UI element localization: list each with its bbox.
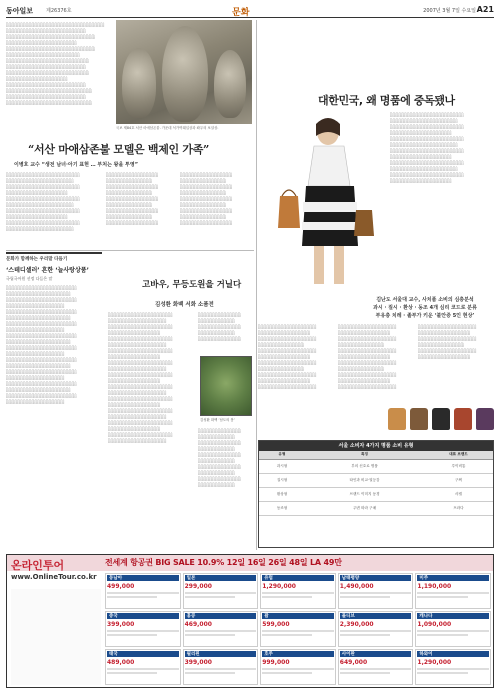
ad-price: 1,090,000 [417,621,452,628]
photo-caption: 국보 제84호 서산 마애삼존불. 가운데 석가여래입상과 좌우의 보살상. [116,126,219,130]
table-cell: 프라다 [424,501,493,515]
ad-price: 299,000 [184,583,212,590]
article-subhead: 이병호 교수 “생전 남녀·아기 표현 … 부처는 왕을 투영” [14,162,138,168]
article-headline: “서산 마애삼존불 모델은 백제인 가족” [28,143,210,156]
ad-region-label: 하와이 [417,651,489,657]
issue-date: 2007년 3월 7일 수요일 [423,8,476,14]
ad-url[interactable]: www.OnlineTour.co.kr [11,573,97,581]
table-header-cell: 대표 브랜드 [424,451,493,459]
ad-text-line [340,630,412,632]
ad-deal-cell[interactable] [338,573,414,609]
ad-text-line [107,592,179,594]
ad-deal-cell[interactable] [260,573,336,609]
language-corner-box [6,252,102,488]
table-row [259,473,493,487]
ad-text-line [417,592,489,594]
ad-deal-cell[interactable] [260,649,336,685]
feature-body-col-3: ░░░░░░░░░░░░░░░░░░░ ░░░░░░░░░░░░░░░░░ ░░░░░░░░░░░░░░░░░░░ ░░░░░░░░░░░░░░░ ░░░░░░░░░░░░░░░░░░░ ░░░░░░░░░░░░░░░░░ [418,324,477,359]
ad-left-column [11,589,101,685]
ad-deal-cell[interactable] [338,611,414,647]
pull-quote-line-1: 김난도 서울대 교수, 사치품 소비의 심층분석 [376,297,474,303]
ad-region-label: 남태평양 [340,575,412,581]
ad-price: 1,190,000 [417,583,452,590]
table-cell: 브랜드 이미지 동경 [305,487,424,501]
table-cell: 루이비통 [424,459,493,473]
issue-number: 제26376호 [46,8,72,14]
ad-region-label: 중국 [107,613,179,619]
ad-text-line [417,630,489,632]
table-row [259,487,493,501]
article-2-body-col-2: ░░░░░░░░░░░░░░ ░░░░░░░░░░░░ ░░░░░░░░░░░░░░ ░░░░░░░░░░░░ ░░░░░░░░░░░░░░ [198,312,242,341]
travel-advertisement[interactable] [6,554,494,688]
ad-region-label: 유럽 [262,575,334,581]
ad-price: 2,390,000 [339,621,374,628]
ad-banner-text: 전세계 항공권 BIG SALE 10.9% 12일 16일 26일 48일 LA 49만 [105,558,342,567]
bag-icon [454,408,472,430]
ad-region-label: 캐나다 [417,613,489,619]
ad-text-line [185,634,235,636]
article-body-col-3: ░░░░░░░░░░░░░░░░░ ░░░░░░░░░░░░░░░ ░░░░░░░░░░░░░░░░░ ░░░░░░░░░░░░░░░ ░░░░░░░░░░░░░░░░░ ░░░░░░░░░░░░░░░ ░░░░░░░░░░░░░░░░░ ░░░░░░░░░░░░░░░ ░░░░░░░░░░░░░░░░░ [180,172,233,225]
ad-text-line [107,672,157,674]
ad-deal-cell[interactable] [183,611,259,647]
article-2-headline: 고바우, 무등도원을 거닐다 [142,280,242,290]
ad-text-line [107,596,157,598]
bag-icon [476,408,494,430]
ad-text-line [262,672,312,674]
ad-text-line [262,634,312,636]
ad-text-line [107,634,157,636]
feature-headline: 대한민국, 왜 명품에 중독됐나 [318,94,455,107]
corner-body-text: ░░░░░░░░░░░░░░░░░░░░░░░ ░░░░░░░░░░░░░░░░░░░░░ ░░░░░░░░░░░░░░░░░░░░░░░ ░░░░░░░░░░░░░░░░░░░ ░░░░░░░░░░░░░░░░░░░░░░░ ░░░░░░░░░░░░░░░░░░░░░ ░░░░░░░░░░░░░░░░░░░░░░░ ░░░░░░░░░░░░░░░░░░░ ░░░░░░░░░░░░░░░░░░░░░░░ ░░░░░░░░░░░░░░░░░░░░░ ░░░░░░░░░░░░░░░░░░░░░░░ ░░░░░░░░░░░░░░░░░░░ ░░░░░░░░░░░░░░░░░░░░░░░ ░░░░░░░░░░░░░░░░░░░░░ ░░░░░░░░░░░░░░░░░░░░░░░ ░░░░░░░░░░░░░░░░░░░ ░░░░░░░░░░░░░░░░░░░░░░░ ░░░░░░░░░░░░░░░░░░░░░ ░░░░░░░░░░░░░░░░░░░░░░░ ░░░░░░░░░░░░░░░░░░░ [6,285,77,404]
feature-body-col-2: ░░░░░░░░░░░░░░░░░░░ ░░░░░░░░░░░░░░░░░ ░░░░░░░░░░░░░░░░░░░ ░░░░░░░░░░░░░░░ ░░░░░░░░░░░░░░░░░░░ ░░░░░░░░░░░░░░░░░ ░░░░░░░░░░░░░░░░░░░ ░░░░░░░░░░░░░░░ ░░░░░░░░░░░░░░░░░░░ ░░░░░░░░░░░░░░░░░ ░░░░░░░░░░░░░░░░░░░ [338,324,397,389]
ad-deal-cell[interactable] [105,649,181,685]
ad-region-label: 호주 [262,651,334,657]
article-2-body-col-1: ░░░░░░░░░░░░░░░░░░░░░ ░░░░░░░░░░░░░░░░░░░ ░░░░░░░░░░░░░░░░░░░░░ ░░░░░░░░░░░░░░░░░ ░░░░░░░░░░░░░░░░░░░░░ ░░░░░░░░░░░░░░░░░░░ ░░░░░░░░░░░░░░░░░░░░░ ░░░░░░░░░░░░░░░░░ ░░░░░░░░░░░░░░░░░░░░░ ░░░░░░░░░░░░░░░░░░░ ░░░░░░░░░░░░░░░░░░░░░ ░░░░░░░░░░░░░░░░░ ░░░░░░░░░░░░░░░░░░░░░ ░░░░░░░░░░░░░░░░░░░ ░░░░░░░░░░░░░░░░░░░░░ ░░░░░░░░░░░░░░░░░ ░░░░░░░░░░░░░░░░░░░░░ ░░░░░░░░░░░░░░░░░░░ ░░░░░░░░░░░░░░░░░░░░░ ░░░░░░░░░░░░░░░░░ ░░░░░░░░░░░░░░░░░░░░░ ░░░░░░░░░░░░░░░░░░░ [108,312,173,443]
bag-thumbnails [386,392,496,440]
ad-region-label: 동남아 [107,575,179,581]
ad-region-label: 필리핀 [185,651,257,657]
painting-photo [200,356,252,416]
ad-text-line [417,634,467,636]
article-body-col-2: ░░░░░░░░░░░░░░░░░ ░░░░░░░░░░░░░░░ ░░░░░░░░░░░░░░░░░ ░░░░░░░░░░░░░░░ ░░░░░░░░░░░░░░░░░ ░░░░░░░░░░░░░░░ ░░░░░░░░░░░░░░░░░ ░░░░░░░░░░░░░░░ ░░░░░░░░░░░░░░░░░ [106,172,159,225]
ad-text-line [417,668,489,670]
table-cell: 주변 따라 구매 [305,501,424,515]
corner-title: ‘스테디셀러’ 흔한 ‘늘사랑상품’ [6,267,89,274]
ad-deal-cell[interactable] [415,573,491,609]
ad-text-line [185,596,235,598]
table-title: 서울 소비자 4가지 명품 소비 유형 [259,441,493,451]
table-cell: 샤넬 [424,487,493,501]
article-2-subhead: 김성환 화백 서화 소품전 [155,302,214,308]
corner-tag: 문화가 함께하는 우리말 다듬기 [6,257,68,262]
ad-text-line [340,596,390,598]
ad-text-line [185,630,257,632]
ad-region-label: 미주 [417,575,489,581]
ad-text-line [262,668,334,670]
article-2-body-col-3: ░░░░░░░░░░░░░░ ░░░░░░░░░░░░ ░░░░░░░░░░░░░░ ░░░░░░░░░░░░ ░░░░░░░░░░░░░░ ░░░░░░░░░░░░ ░░░░░░░░░░░░░░ ░░░░░░░░░░░░ ░░░░░░░░░░░░░░ ░░░░░░░░░░░░ [198,428,242,487]
page-header [6,4,494,18]
ad-region-label: 사이판 [340,651,412,657]
table-cell: 질시형 [259,473,305,487]
ad-deal-cell[interactable] [105,573,181,609]
ad-text-line [340,592,412,594]
ad-region-label: 몰디브 [340,613,412,619]
brand-table [259,451,493,516]
consumer-type-table [258,440,494,548]
ad-text-line [340,634,390,636]
feature-body-col-1: ░░░░░░░░░░░░░░░░░░░ ░░░░░░░░░░░░░░░░░ ░░░░░░░░░░░░░░░░░░░ ░░░░░░░░░░░░░░░ ░░░░░░░░░░░░░░░░░░░ ░░░░░░░░░░░░░░░░░ ░░░░░░░░░░░░░░░░░░░ ░░░░░░░░░░░░░░░ ░░░░░░░░░░░░░░░░░░░ ░░░░░░░░░░░░░░░░░ ░░░░░░░░░░░░░░░░░░░ [258,324,317,389]
ad-region-label: 태국 [107,651,179,657]
ad-text-line [340,672,390,674]
section-title: 문화 [232,8,250,18]
model-with-bags-photo [258,110,386,290]
ad-region-label: 홍콩 [185,613,257,619]
pull-quote-line-2: 과시 · 질시 · 환상 · 동조 4개 심리 코드로 분류 [373,305,477,311]
ad-deal-cell[interactable] [415,649,491,685]
table-cell: 부의 신호로 명품 [305,459,424,473]
ad-price: 399,000 [184,659,212,666]
corner-subtitle: 국립국어원 선정 다듬은 말 [6,276,53,281]
ad-brand-name: 온라인투어 [11,559,65,572]
feature-pull-quote [355,296,495,320]
ad-price: 399,000 [107,621,135,628]
ad-deal-cell[interactable] [105,611,181,647]
ad-text-line [262,592,334,594]
ad-logo [11,557,101,587]
painting-caption: 김성환 화백 ‘남도의 봄’ [200,418,235,422]
table-cell: 구찌 [424,473,493,487]
ad-text-line [262,596,312,598]
ad-region-label: 괌 [262,613,334,619]
ad-text-line [417,672,467,674]
ad-text-line [262,630,334,632]
ad-price-grid [105,573,491,685]
table-cell: 타인과 비교·열등감 [305,473,424,487]
pull-quote-line-3: 부유층 치레 · 졸부가 키운 ‘불안증 5인 현상’ [375,313,475,319]
page-number: A21 [476,5,494,14]
bag-icon [432,408,450,430]
ad-text-line [107,668,179,670]
ad-text-line [340,668,412,670]
table-row [259,459,493,473]
ad-price: 649,000 [339,659,368,666]
ad-deal-cell[interactable] [183,649,259,685]
ad-deal-cell[interactable] [338,649,414,685]
feature-body-right: ░░░░░░░░░░░░░░░░░░░░░░░░ ░░░░░░░░░░░░░░░░░░░░░░ ░░░░░░░░░░░░░░░░░░░░░░░░ ░░░░░░░░░░░░░░░░░░░░ ░░░░░░░░░░░░░░░░░░░░░░░░ ░░░░░░░░░░░░░░░░░░░░░░ ░░░░░░░░░░░░░░░░░░░░░░░░ ░░░░░░░░░░░░░░░░░░░░ ░░░░░░░░░░░░░░░░░░░░░░░░ ░░░░░░░░░░░░░░░░░░░░░░ ░░░░░░░░░░░░░░░░░░░░░░░░ ░░░░░░░░░░░░░░░░░░░░ [390,112,464,183]
table-row [259,501,493,515]
maae-triad-photo [116,20,252,124]
ad-text-line [185,592,257,594]
ad-price: 489,000 [107,659,135,666]
ad-region-label: 일본 [185,575,257,581]
bag-icon [410,408,428,430]
lede-body-text: ░░░░░░░░░░░░░░░░░░░░░░░░░░░░░░░░ ░░░░░░░░░░░░░░░░░░░░░░░░░░ ░░░░░░░░░░░░░░░░░░░░░░░░░░░░░ ░░░░░░░░░░░░░░░░░░░░░░░ ░░░░░░░░░░░░░░░░░░░░░░░░░░░░░ ░░░░░░░░░░░░░░░░░░░░░░░░ ░░░░░░░░░░░░░░░░░░░░░░░░░░░ ░░░░░░░░░░░░░░░░░░░░░░░░░░ ░░░░░░░░░░░░░░░░░░░░░░░░░░░ ░░░░░░░░░░░░░░░░░░░░ ░░░░░░░░░░░░░░░░░░░░░░░░░░ ░░░░░░░░░░░░░░░░░░░░░░░░░░░░ ░░░░░░░░░░░░░░░░░░░░░░░░░░ ░░░░░░░░░░░░░░░░░░░░░░░░░░░░ [6,22,105,105]
ad-price: 469,000 [184,621,212,628]
ad-text-line [417,596,467,598]
table-cell: 환상형 [259,487,305,501]
article-body-col-1: ░░░░░░░░░░░░░░░░░░░░░░░░ ░░░░░░░░░░░░░░░░░░░░░░ ░░░░░░░░░░░░░░░░░░░░░░░░ ░░░░░░░░░░░░░░░░░░░░ ░░░░░░░░░░░░░░░░░░░░░░░░ ░░░░░░░░░░░░░░░░░░░░░░ ░░░░░░░░░░░░░░░░░░░░░░░░ ░░░░░░░░░░░░░░░░░░░░ ░░░░░░░░░░░░░░░░░░░░░░░░ ░░░░░░░░░░░░░░░░░░░░░░ [6,172,80,231]
ad-price: 1,490,000 [339,583,374,590]
ad-price: 499,000 [107,583,135,590]
ad-price: 999,000 [262,659,290,666]
ad-price: 599,000 [262,621,290,628]
table-cell: 동조형 [259,501,305,515]
table-header-cell: 유형 [259,451,305,459]
ad-deal-cell[interactable] [183,573,259,609]
ad-deal-cell[interactable] [260,611,336,647]
newspaper-name: 동아일보 [6,7,34,15]
ad-text-line [107,630,179,632]
table-cell: 과시형 [259,459,305,473]
table-header-cell: 특징 [305,451,424,459]
bag-icon [388,408,406,430]
ad-text-line [185,668,257,670]
ad-text-line [185,672,235,674]
ad-price: 1,290,000 [262,583,296,590]
ad-price: 1,290,000 [417,659,452,666]
ad-deal-cell[interactable] [415,611,491,647]
